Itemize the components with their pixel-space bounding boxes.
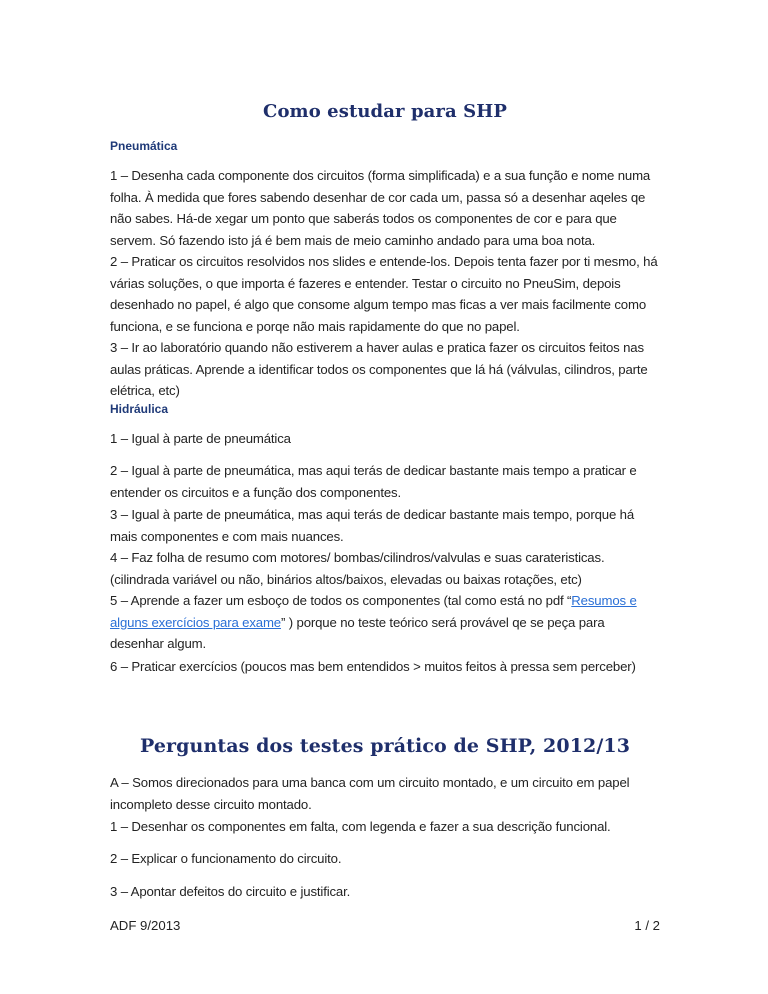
question-3: 3 – Apontar defeitos do circuito e justificar. bbox=[110, 884, 351, 899]
hidraulica-item-6: 6 – Praticar exercícios (poucos mas bem entendidos > muitos feitos à pressa sem perceber) bbox=[110, 659, 636, 674]
tests-title: Perguntas dos testes prático de SHP, 2012/13 bbox=[139, 735, 631, 757]
hidraulica-item-2: 2 – Igual à parte de pneumática, mas aqui terás de dedicar bastante mais tempo a praticar e entender os circuitos e a função dos componentes. bbox=[110, 463, 637, 500]
question-2: 2 – Explicar o funcionamento do circuito. bbox=[110, 851, 342, 866]
question-1: 1 – Desenhar os componentes em falta, com legenda e fazer a sua descrição funcional. bbox=[110, 819, 611, 834]
hidraulica-item-3: 3 – Igual à parte de pneumática, mas aqui terás de dedicar bastante mais tempo, porque há mais componentes e com mais nuances. bbox=[110, 507, 635, 544]
resumos-pdf-link[interactable]: Resumos e alguns exercícios para exame bbox=[110, 593, 637, 630]
hidraulica-item-1: 1 – Igual à parte de pneumática bbox=[110, 431, 291, 446]
pneumatica-item-2: 2 – Praticar os circuitos resolvidos nos slides e entende-los. Depois tenta fazer por ti mesmo, há várias soluções, o que importa é fazeres e entender. Testar o circuito no PneuSim, depois desenhado no papel, é algo que consome algum tempo mas ficas a ver mais facilmente como funciona, e se funciona e porqe não mais rapidamente do que no papel. bbox=[110, 254, 658, 334]
pneumatica-item-3: 3 – Ir ao laboratório quando não estiverem a haver aulas e pratica fazer os circuitos feitos nas aulas práticas. Aprende a identificar todos os componentes que lá há (válvulas, cilindros, parte elétrica, etc) bbox=[110, 340, 648, 399]
hidraulica-item-5 bbox=[110, 590, 660, 655]
document-title: Como estudar para SHP bbox=[263, 101, 507, 122]
page-footer bbox=[110, 918, 660, 933]
question-a: A – Somos direcionados para uma banca com um circuito montado, e um circuito em papel incompleto desse circuito montado. bbox=[110, 775, 630, 812]
section-heading-pneumatica: Pneumática bbox=[110, 139, 178, 153]
section-heading-hidraulica: Hidráulica bbox=[110, 402, 169, 416]
hidraulica-item-4: 4 – Faz folha de resumo com motores/ bombas/cilindros/valvulas e suas carateristicas. (cilindrada variável ou não, binários altos/baixos, elevadas ou baixas rotações, etc) bbox=[110, 550, 605, 587]
item-5-text-before: 5 – Aprende a fazer um esboço de todos os componentes (tal como está no pdf “ bbox=[110, 593, 572, 608]
pneumatica-item-1: 1 – Desenha cada componente dos circuitos (forma simplificada) e a sua função e nome numa folha. À medida que fores sabendo desenhar de cor cada um, passa só a desenhar aqeles qe não sabes. Há-de xegar um ponto que saberás todos os componentes de cor e para que servem. Só fazendo isto já é bem mais de meio caminho andado para uma boa nota. bbox=[110, 168, 651, 248]
footer-author-date: ADF 9/2013 bbox=[110, 918, 181, 933]
item-5-text-after: ” ) porque no teste teórico será provável qe se peça para desenhar algum. bbox=[110, 614, 605, 652]
page-number: 1 / 2 bbox=[634, 918, 660, 933]
